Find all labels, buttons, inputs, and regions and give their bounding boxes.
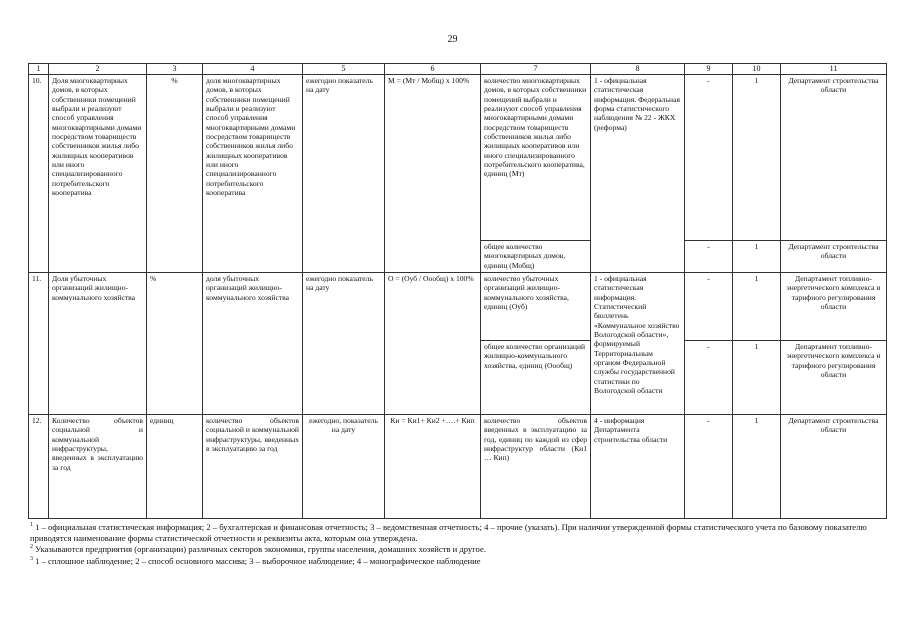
- row-number: 10.: [29, 75, 49, 273]
- source-cell: 1 - официальная статистическая информация. Федеральная форма статистического наблюдения № 22 - ЖКХ (реформа): [591, 75, 685, 273]
- table-row: [29, 415, 887, 519]
- page-number: 29: [447, 34, 458, 45]
- variable-cell: общее количество многоквартирных домов, единиц (Мобщ): [481, 241, 591, 273]
- unit-cell: %: [147, 75, 203, 273]
- col9-cell: -: [685, 241, 733, 273]
- variable-cell: количество многоквартирных домов, в которых собственники помещений выбрали и реализуют способ управления многоквартирными домами посредством товариществ собственников жилья либо жилищных кооперативов или иного специализированного потребительского кооператива, единиц (Мт): [481, 75, 591, 241]
- footnote-text: 1 – сплошное наблюдение; 2 – способ основного массива; 3 – выборочное наблюдение; 4 – монографическое наблюдение: [33, 555, 481, 566]
- unit-cell: %: [147, 273, 203, 415]
- col10-cell: 1: [733, 75, 781, 241]
- source-cell: 4 - информация Департамента строительства области: [591, 415, 685, 519]
- footnote-text: Указываются предприятия (организации) различных секторов экономики, группы населения, домашних хозяйств и другое.: [33, 544, 486, 555]
- source-cell: 1 - официальная статистическая информация. Статистический бюллетень «Коммунальное хозяйство Вологодской области», формируемый Территориальным органом Федеральной службы государственной статистики по Вологодской области: [591, 273, 685, 415]
- col10-cell: 1: [733, 415, 781, 519]
- col9-cell: -: [685, 75, 733, 241]
- header-cell: 1: [29, 64, 49, 75]
- periodicity-cell: ежегодно показатель на дату: [303, 75, 385, 273]
- col10-cell: 1: [733, 341, 781, 415]
- indicator-name: Доля многоквартирных домов, в которых собственники помещений выбрали и реализуют способ управления многоквартирными домами посредством товариществ собственников жилья либо жилищных кооперативов или иного специализированного потребительского кооператива: [49, 75, 147, 273]
- header-cell: 6: [385, 64, 481, 75]
- unit-cell: единиц: [147, 415, 203, 519]
- formula-cell: Ки = Ки1+ Ки2 +….+ Кип: [385, 415, 481, 519]
- indicator-name: Доля убыточных организаций жилищно-коммунального хозяйства: [49, 273, 147, 415]
- header-cell: 8: [591, 64, 685, 75]
- footnote-mark: 1: [30, 522, 33, 529]
- footnote-2: [30, 544, 870, 555]
- responsible-cell: Департамент топливно-энергетического комплекса и тарифного регулирования области: [781, 341, 887, 415]
- footnote-1: [30, 522, 870, 544]
- periodicity-cell: ежегодно, показатель на дату: [303, 415, 385, 519]
- periodicity-cell: ежегодно показатель на дату: [303, 273, 385, 415]
- variable-cell: количество объектов введенных в эксплуатацию за год, единиц по каждой из сфер инфраструктур области (Ки1 … Кип): [481, 415, 591, 519]
- footnote-3: [30, 556, 870, 567]
- table-row: [29, 273, 887, 341]
- responsible-cell: Департамент строительства области: [781, 241, 887, 273]
- col9-cell: -: [685, 341, 733, 415]
- definition-cell: количество объектов социальной и коммунальной инфраструктуры, введенных в эксплуатацию за год: [203, 415, 303, 519]
- header-cell: 9: [685, 64, 733, 75]
- footnote-mark: 2: [30, 544, 33, 551]
- variable-cell: количество убыточных организаций жилищно-коммунального хозяйства, единиц (Оуб): [481, 273, 591, 341]
- col9-cell: -: [685, 273, 733, 341]
- footnote-text: 1 – официальная статистическая информация; 2 – бухгалтерская и финансовая отчетность; 3 – ведомственная отчетность; 4 – прочие (указать). При наличии утвержденной формы статистического учета по базовому показателю приводятся наименование формы статистической отчетности и реквизиты акта, которым она утверждена.: [30, 522, 867, 544]
- definition-cell: доля убыточных организаций жилищно-коммунального хозяйства: [203, 273, 303, 415]
- header-cell: 5: [303, 64, 385, 75]
- col10-cell: 1: [733, 273, 781, 341]
- variable-cell: общее количество организаций жилищно-коммунального хозяйства, единиц (Оообщ): [481, 341, 591, 415]
- footnote-mark: 3: [30, 555, 33, 562]
- header-cell: 11: [781, 64, 887, 75]
- definition-cell: доля многоквартирных домов, в которых собственники помещений выбрали и реализуют способ управления многоквартирными домами посредством товариществ собственников жилья либо жилищных кооперативов или иного специализированного потребительского кооператива: [203, 75, 303, 273]
- col9-cell: -: [685, 415, 733, 519]
- formula-cell: M = (Мт / Мобщ) x 100%: [385, 75, 481, 273]
- table-row: [29, 75, 887, 241]
- footnotes: [30, 522, 870, 567]
- indicators-table: [28, 63, 887, 519]
- indicator-name: Количество объектов социальной и коммунальной инфраструктуры, введенных в эксплуатацию за год: [49, 415, 147, 519]
- responsible-cell: Департамент топливно-энергетического комплекса и тарифного регулирования области: [781, 273, 887, 341]
- row-number: 12.: [29, 415, 49, 519]
- header-cell: 4: [203, 64, 303, 75]
- header-cell: 10: [733, 64, 781, 75]
- table-header-row: [29, 64, 887, 75]
- formula-cell: O = (Оуб / Оообщ) x 100%: [385, 273, 481, 415]
- header-cell: 7: [481, 64, 591, 75]
- header-cell: 2: [49, 64, 147, 75]
- header-cell: 3: [147, 64, 203, 75]
- responsible-cell: Департамент строительства области: [781, 415, 887, 519]
- row-number: 11.: [29, 273, 49, 415]
- col10-cell: 1: [733, 241, 781, 273]
- responsible-cell: Департамент строительства области: [781, 75, 887, 241]
